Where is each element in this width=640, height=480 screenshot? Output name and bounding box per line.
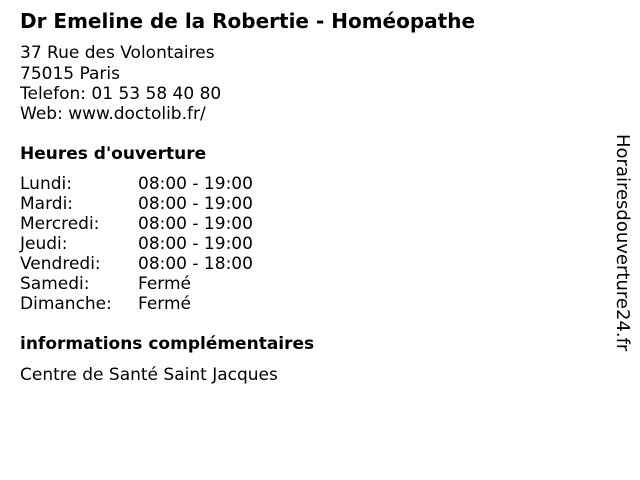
- day-label: Samedi:: [20, 274, 90, 294]
- hours-row-saturday: [20, 274, 253, 294]
- day-label: Dimanche:: [20, 294, 112, 314]
- hours-row-sunday: [20, 294, 253, 314]
- day-label: Vendredi:: [20, 254, 101, 274]
- hours-value: 08:00 - 19:00: [138, 234, 253, 254]
- hours-value: Fermé: [138, 274, 192, 294]
- opening-hours-table: [20, 174, 253, 314]
- hours-row-tuesday: [20, 194, 253, 214]
- address-city: 75015 Paris: [20, 64, 120, 84]
- additional-info-text: Centre de Santé Saint Jacques: [20, 365, 278, 385]
- address-street: 37 Rue des Volontaires: [20, 43, 215, 63]
- day-label: Mardi:: [20, 194, 74, 214]
- hours-row-thursday: [20, 234, 253, 254]
- website-link[interactable]: Web: www.doctolib.fr/: [20, 104, 206, 124]
- additional-info-heading: informations complémentaires: [20, 334, 315, 354]
- hours-value: 08:00 - 19:00: [138, 214, 253, 234]
- hours-value: 08:00 - 18:00: [138, 254, 253, 274]
- hours-row-friday: [20, 254, 253, 274]
- phone-number[interactable]: Telefon: 01 53 58 40 80: [20, 84, 222, 104]
- day-label: Lundi:: [20, 174, 72, 194]
- day-label: Mercredi:: [20, 214, 100, 234]
- page-title: Dr Emeline de la Robertie - Homéopathe: [20, 9, 476, 33]
- hours-value: 08:00 - 19:00: [138, 174, 253, 194]
- hours-value: 08:00 - 19:00: [138, 194, 253, 214]
- hours-value: Fermé: [138, 294, 192, 314]
- opening-hours-heading: Heures d'ouverture: [20, 144, 207, 164]
- hours-row-wednesday: [20, 214, 253, 234]
- day-label: Jeudi:: [20, 234, 68, 254]
- site-watermark: Horairesdouverture24.fr: [612, 134, 633, 352]
- hours-row-monday: [20, 174, 253, 194]
